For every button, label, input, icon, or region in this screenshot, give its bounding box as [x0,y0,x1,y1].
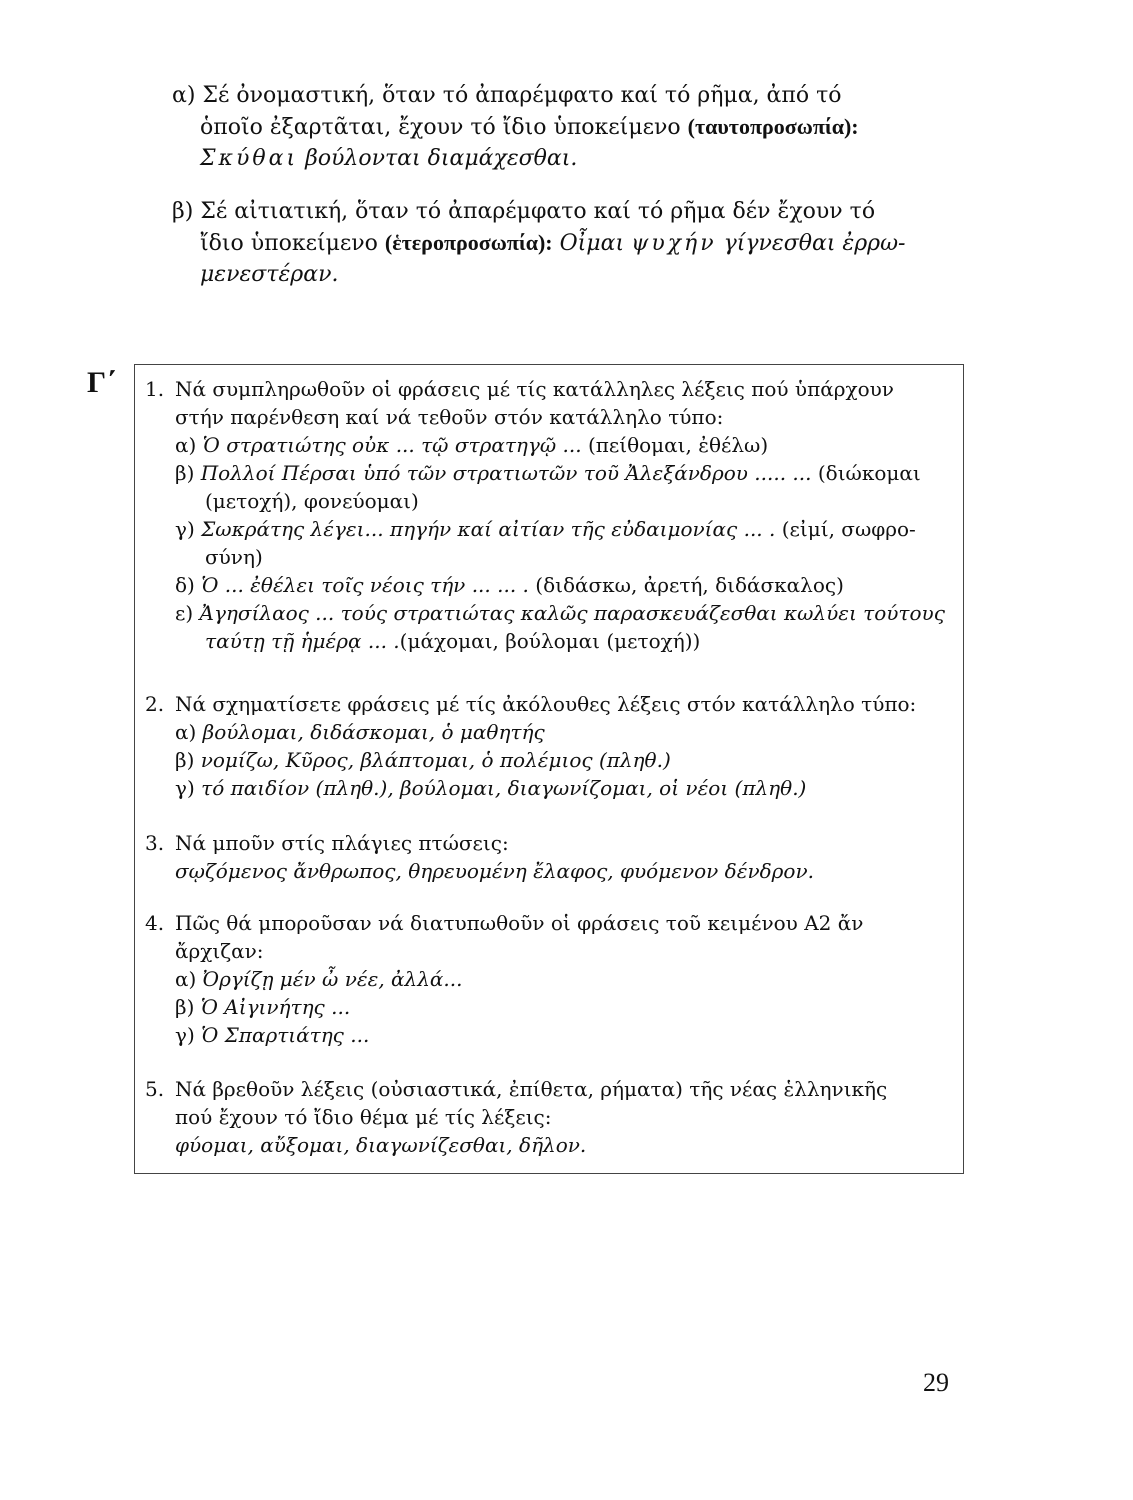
term-tautoprosopia: (ταυτοπροσωπία): [687,114,859,139]
exercise-2-item-a: α) βούλομαι, διδάσκομαι, ὁ μαθητής [175,720,545,744]
intro-a-line1: α) Σέ ὀνομαστική, ὅταν τό ἀπαρέμφατο καί τό ρῆμα, ἀπό τό [172,83,842,108]
exercise-2-item-b: β) νομίζω, Κῦρος, βλάπτομαι, ὁ πολέμιος (πληθ.) [175,748,671,772]
exercises-box [134,364,964,1174]
exercise-1-item-d: δ) Ὁ ... ἐθέλει τοῖς νέοις τήν ... ... . (διδάσκω, ἀρετή, διδάσκαλος) [175,573,844,597]
exercise-1-item-a: α) Ὁ στρατιώτης οὐκ ... τῷ στρατηγῷ ... (πείθομαι, ἐθέλω) [175,433,769,457]
exercise-1-number: 1. [145,377,165,401]
intro-a-marker: α) [172,83,196,108]
intro-paragraph-b [172,196,972,290]
exercise-1-item-e: ε) Ἀγησίλαος ... τούς στρατιώτας καλῶς παρασκευάζεσθαι κωλύει τούτους [175,601,945,625]
intro-b-line3: μενεστέραν. [200,262,339,287]
exercise-1-item-b: β) Πολλοί Πέρσαι ὑπό τῶν στρατιωτῶν τοῦ Ἀλεξάνδρου ..... ... (διώκομαι [175,461,921,485]
exercise-5-number: 5. [145,1077,165,1101]
intro-a-example: Σκύθαι βούλονται διαμάχεσθαι. [200,146,578,171]
exercise-2-item-c: γ) τό παιδίον (πληθ.), βούλομαι, διαγωνίζομαι, οἱ νέοι (πληθ.) [175,776,807,800]
exercise-4-item-c: γ) Ὁ Σπαρτιάτης ... [175,1023,370,1047]
term-eteroprosopia: (ἑτεροπροσωπία): [384,230,553,255]
intro-a-line2: ὁποῖο ἐξαρτᾶται, ἔχουν τό ἴδιο ὑποκείμενο (ταυτοπροσωπία): [200,114,859,140]
exercise-1: 1. Νά συμπληρωθοῦν οἱ φράσεις μέ τίς κατάλληλες λέξεις πού ὑπάρχουν στήν παρένθεση καί νά τεθοῦν στόν κατάλληλο τύπο: α) Ὁ στρατιώτης οὐκ ... τῷ στρατηγῷ ... (πείθομαι, ἐθέλω) β) Πολλοί Πέρσαι ὑπό τῶν στρατιωτῶν τοῦ Ἀλεξάνδρου ..... ... (διώκομαι (μετοχή), φονεύομαι) γ) Σωκράτης λέγει... πηγήν καί αἰτίαν τῆς εὐδαιμονίας ... . (εἰμί, σωφρο- σύνη) δ) Ὁ ... ἐθέλει τοῖς νέοις τήν ... ... . (διδάσκω, ἀρετή, διδάσκαλος) ε) Ἀγησίλαος ... τούς στρατιώτας καλῶς παρασκευάζεσθαι κωλύει τούτους ταύτῃ τῇ ἡμέρᾳ ... .(μάχομαι, βούλομαι (μετοχή)) [145,375,950,655]
exercise-3-number: 3. [145,831,165,855]
exercise-4: 4. Πῶς θά μποροῦσαν νά διατυπωθοῦν οἱ φράσεις τοῦ κειμένου Α2 ἄν ἄρχιζαν: α) Ὀργίζῃ μέν ὦ νέε, ἀλλά... β) Ὁ Αἰγινήτης ... γ) Ὁ Σπαρτιάτης ... [145,909,950,1049]
exercise-3: 3. Νά μποῦν στίς πλάγιες πτώσεις: σῳζόμενος ἄνθρωπος, θηρευομένη ἔλαφος, φυόμενον δένδρον. [145,831,814,883]
intro-b-line1: β) Σέ αἰτιατική, ὅταν τό ἀπαρέμφατο καί τό ρῆμα δέν ἔχουν τό [172,199,876,224]
exercise-5: 5. Νά βρεθοῦν λέξεις (οὐσιαστικά, ἐπίθετα, ρήματα) τῆς νέας ἑλληνικῆς πού ἔχουν τό ἴδιο θέμα μέ τίς λέξεις: φύομαι, αὔξομαι, διαγωνίζεσθαι, δῆλον. [145,1077,888,1157]
section-letter: Γ΄ [87,366,117,399]
exercise-4-item-b: β) Ὁ Αἰγινήτης ... [175,995,351,1019]
intro-b-marker: β) [172,199,194,224]
intro-paragraph-a [172,80,972,174]
exercise-1-item-c: γ) Σωκράτης λέγει... πηγήν καί αἰτίαν τῆς εὐδαιμονίας ... . (εἰμί, σωφρο- [175,517,916,541]
page-number: 29 [923,1368,949,1397]
exercise-4-number: 4. [145,911,165,935]
exercise-4-item-a: α) Ὀργίζῃ μέν ὦ νέε, ἀλλά... [175,967,463,991]
intro-b-line2: ἴδιο ὑποκείμενο (ἑτεροπροσωπία): Οἶμαι ψυχήν γίγνεσθαι ἐρρω- [200,230,906,256]
exercise-2: 2. Νά σχηματίσετε φράσεις μέ τίς ἀκόλουθες λέξεις στόν κατάλληλο τύπο: α) βούλομαι, διδάσκομαι, ὁ μαθητής β) νομίζω, Κῦρος, βλάπτομαι, ὁ πολέμιος (πληθ.) γ) τό παιδίον (πληθ.), βούλομαι, διαγωνίζομαι, οἱ νέοι (πληθ.) [145,690,950,802]
exercise-2-number: 2. [145,692,165,716]
